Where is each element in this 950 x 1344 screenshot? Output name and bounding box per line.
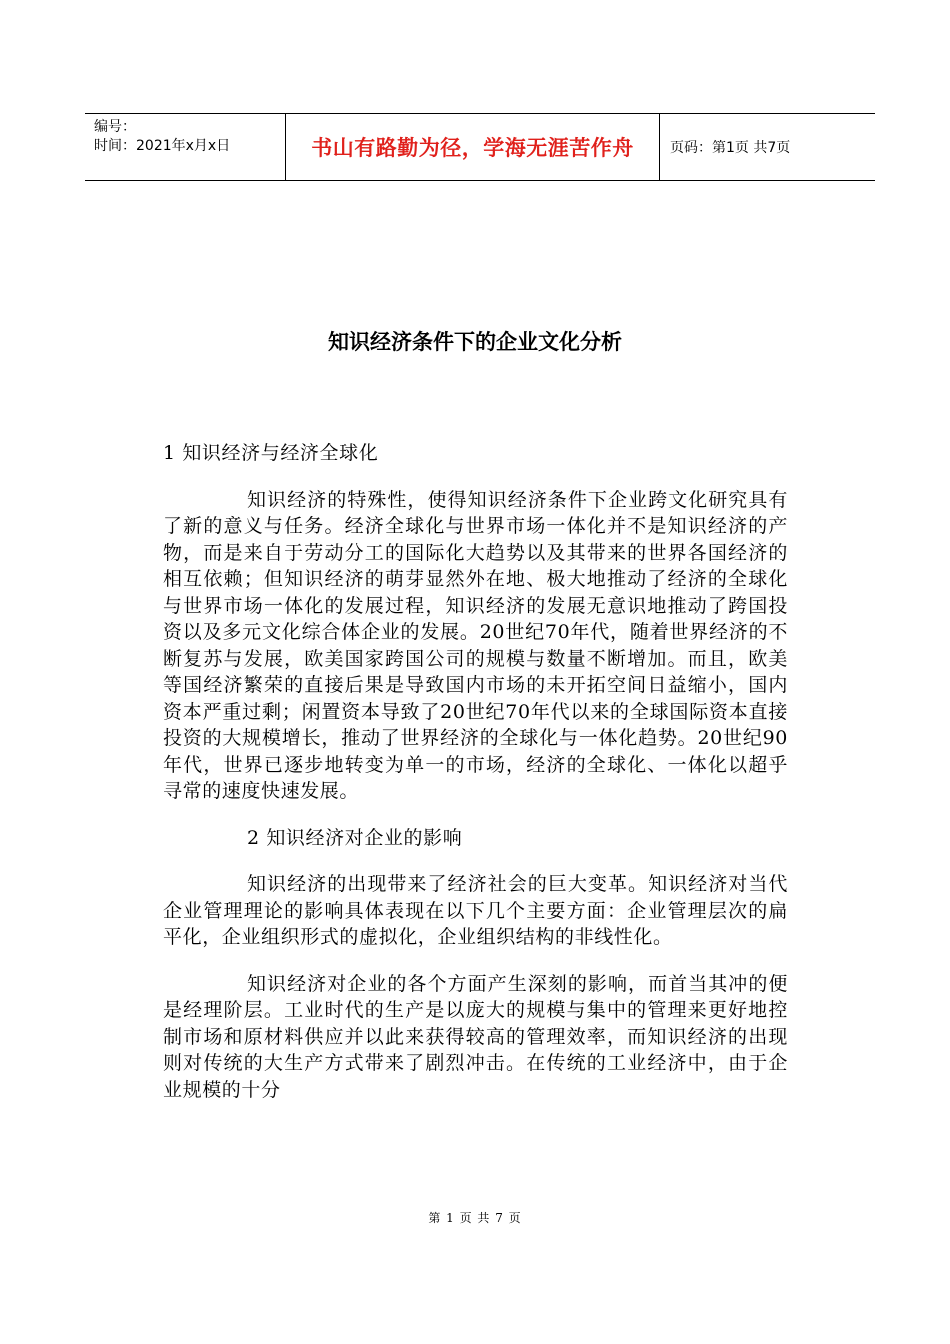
header-page-info: 页码：第1页 共7页 (670, 140, 791, 156)
document-time-label: 时间：2021年x月x日 (94, 138, 231, 154)
paragraph-1: 知识经济的特殊性，使得知识经济条件下企业跨文化研究具有了新的意义与任务。经济全球化与世界市场一体化并不是知识经济的产物，而是来自于劳动分工的国际化大趋势以及其带来的世界各国经济的相互依赖；但知识经济的萌芽显然外在地、极大地推动了经济的全球化与世界市场一体化的发展过程，知识经济的发展无意识地推动了跨国投资以及多元文化综合体企业的发展。20世纪70年代，随着世界经济的不断复苏与发展，欧美国家跨国公司的规模与数量不断增加。而且，欧美等国经济繁荣的直接后果是导致国内市场的未开拓空间日益缩小，国内资本严重过剩；闲置资本导致了20世纪70年代以来的全球国际资本直接投资的大规模增长，推动了世界经济的全球化与一体化趋势。20世纪90年代，世界已逐步地转变为单一的市场，经济的全球化、一体化以超乎寻常的速度快速发展。 (163, 488, 788, 802)
section-heading-2: 2 知识经济对企业的影响 (247, 826, 463, 849)
document-body (163, 440, 788, 1103)
header-meta (85, 114, 286, 180)
paragraph-2: 知识经济的出现带来了经济社会的巨大变革。知识经济对当代企业管理理论的影响具体表现在以下几个主要方面：企业管理层次的扁平化，企业组织形式的虚拟化，企业组织结构的非线性化。 (163, 873, 788, 948)
document-number-label: 编号： (94, 119, 136, 135)
section-heading-1: 1 知识经济与经济全球化 (163, 442, 379, 464)
page-footer: 第 1 页 共 7 页 (428, 1211, 522, 1225)
document-header (85, 113, 875, 181)
header-motto: 书山有路勤为径，学海无涯苦作舟 (286, 114, 660, 180)
paragraph-3: 知识经济对企业的各个方面产生深刻的影响，而首当其冲的便是经理阶层。工业时代的生产是以庞大的规模与集中的管理来更好地控制市场和原材料供应并以此来获得较高的管理效率，而知识经济的出现则对传统的大生产方式带来了剧烈冲击。在传统的工业经济中，由于企业规模的十分 (163, 972, 788, 1101)
document-title: 知识经济条件下的企业文化分析 (328, 330, 622, 354)
